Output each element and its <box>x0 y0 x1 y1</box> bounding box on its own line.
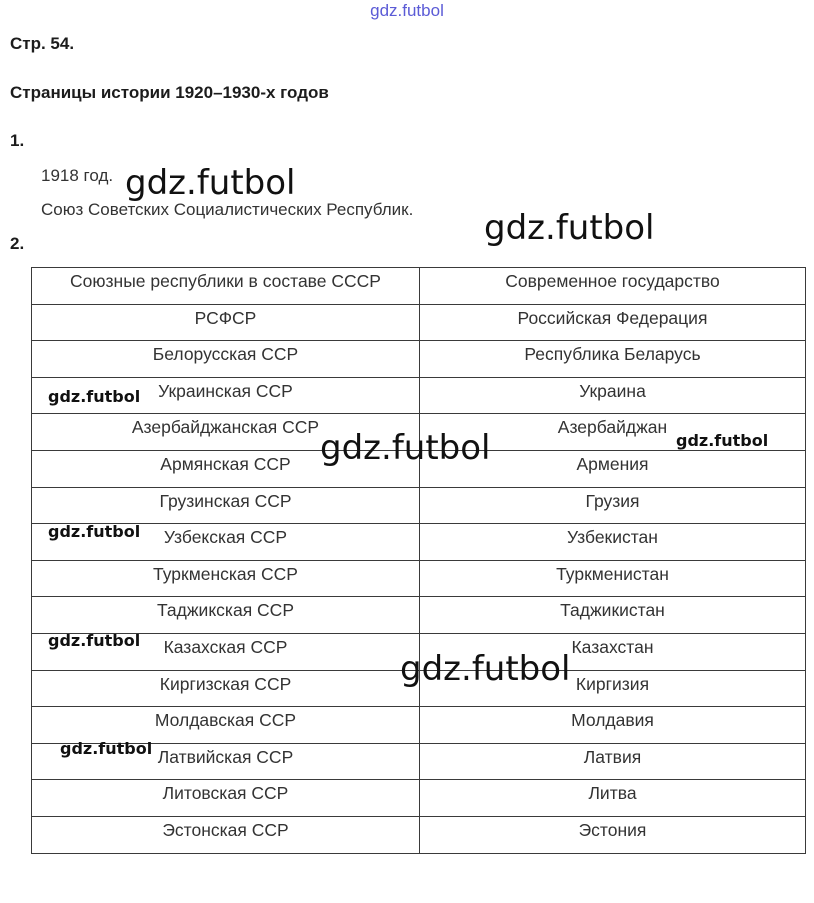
table-row <box>32 341 806 378</box>
modern-state-cell: Таджикистан <box>420 597 806 634</box>
modern-state-cell: Узбекистан <box>420 524 806 561</box>
watermark: gdz.futbol <box>400 649 571 689</box>
table-row <box>32 524 806 561</box>
watermark: gdz.futbol <box>48 522 141 541</box>
task-1-answer-line: Союз Советских Социалистических Республик. <box>41 200 414 219</box>
table-row <box>32 377 806 414</box>
watermark: gdz.futbol <box>48 631 141 650</box>
republics-table <box>31 267 806 854</box>
table-row <box>32 597 806 634</box>
modern-state-cell: Туркменистан <box>420 560 806 597</box>
soviet-republic-cell: Украинская ССР <box>32 377 420 414</box>
table-row <box>32 780 806 817</box>
modern-state-cell: Казахстан <box>420 633 806 670</box>
soviet-republic-cell: Армянская ССР <box>32 450 420 487</box>
table-header-row <box>32 268 806 305</box>
soviet-republic-cell: Узбекская ССР <box>32 524 420 561</box>
table-row <box>32 707 806 744</box>
watermark: gdz.futbol <box>48 387 141 406</box>
soviet-republic-cell: Туркменская ССР <box>32 560 420 597</box>
soviet-republic-cell: Киргизская ССР <box>32 670 420 707</box>
modern-state-cell: Литва <box>420 780 806 817</box>
soviet-republic-cell: Молдавская ССР <box>32 707 420 744</box>
soviet-republic-cell: Казахская ССР <box>32 633 420 670</box>
section-title: Страницы истории 1920–1930-х годов <box>10 83 329 102</box>
watermark: gdz.futbol <box>125 163 296 203</box>
table-row <box>32 304 806 341</box>
modern-state-cell: Молдавия <box>420 707 806 744</box>
modern-state-cell: Азербайджан <box>420 414 806 451</box>
modern-state-cell: Киргизия <box>420 670 806 707</box>
modern-state-cell: Грузия <box>420 487 806 524</box>
soviet-republic-cell: Латвийская ССР <box>32 743 420 780</box>
modern-state-cell: Латвия <box>420 743 806 780</box>
task-1-answer-line: 1918 год. <box>41 166 114 185</box>
soviet-republic-cell: Азербайджанская ССР <box>32 414 420 451</box>
modern-state-cell: Эстония <box>420 816 806 853</box>
modern-state-cell: Республика Беларусь <box>420 341 806 378</box>
table-row <box>32 560 806 597</box>
watermark: gdz.futbol <box>484 208 655 248</box>
table-row <box>32 816 806 853</box>
soviet-republic-cell: Таджикская ССР <box>32 597 420 634</box>
soviet-republic-cell: Литовская ССР <box>32 780 420 817</box>
soviet-republic-cell: РСФСР <box>32 304 420 341</box>
watermark-top: gdz.futbol <box>370 1 444 20</box>
task-2-number: 2. <box>10 234 25 253</box>
table-header-cell: Союзные республики в составе СССР <box>32 268 420 305</box>
modern-state-cell: Украина <box>420 377 806 414</box>
page-number: Стр. 54. <box>10 34 75 53</box>
soviet-republic-cell: Белорусская ССР <box>32 341 420 378</box>
watermark: gdz.futbol <box>320 428 491 468</box>
modern-state-cell: Российская Федерация <box>420 304 806 341</box>
modern-state-cell: Армения <box>420 450 806 487</box>
soviet-republic-cell: Эстонская ССР <box>32 816 420 853</box>
soviet-republic-cell: Грузинская ССР <box>32 487 420 524</box>
table-row <box>32 487 806 524</box>
watermark: gdz.futbol <box>60 739 153 758</box>
table-header-cell: Современное государство <box>420 268 806 305</box>
watermark: gdz.futbol <box>676 431 769 450</box>
task-1-number: 1. <box>10 131 25 150</box>
